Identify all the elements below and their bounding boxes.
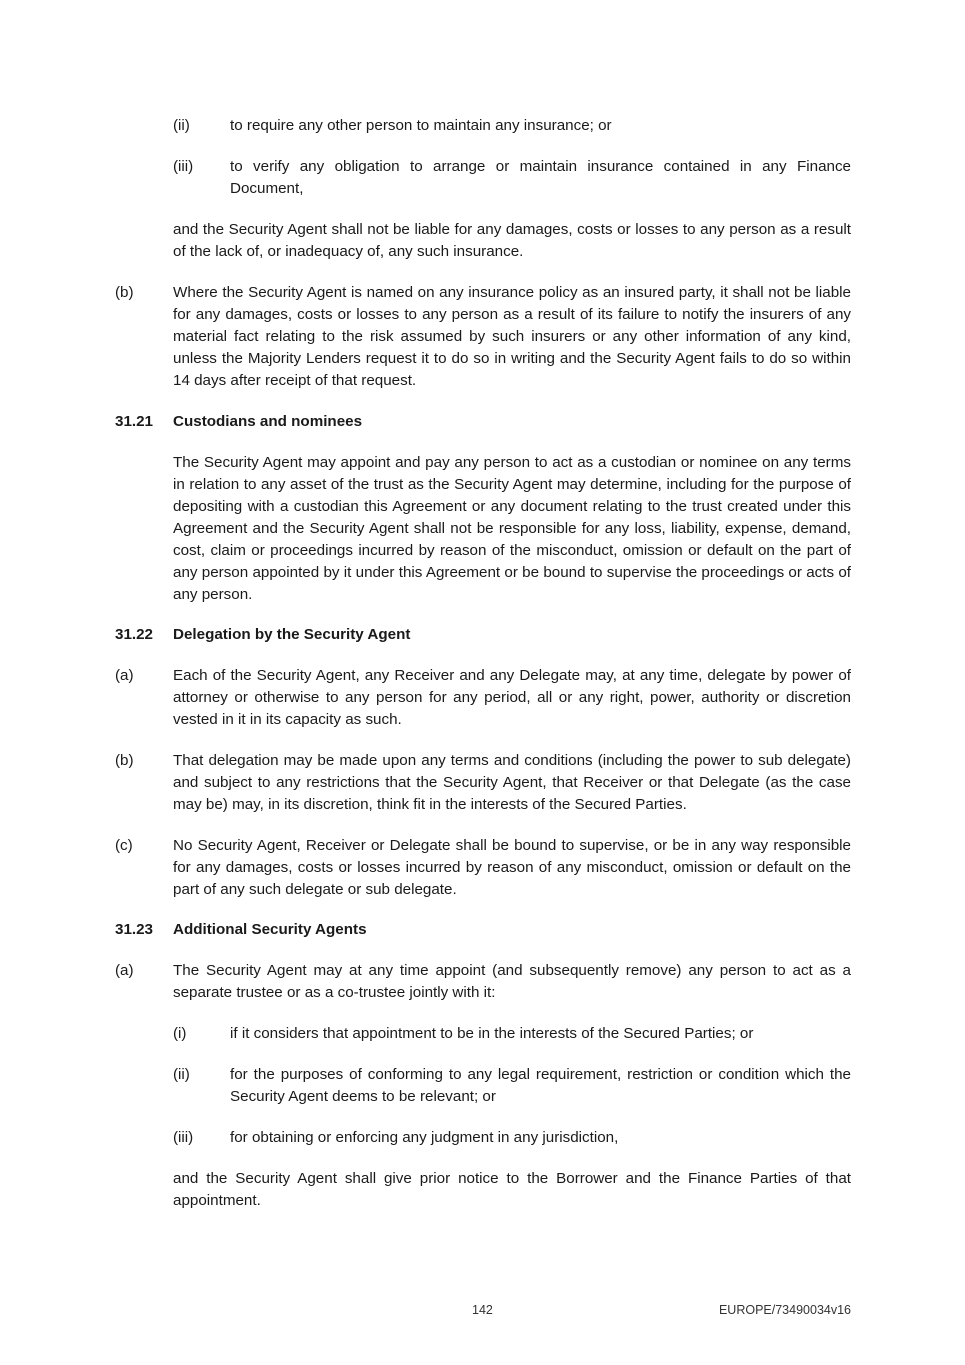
- insurance-tail-paragraph: and the Security Agent shall not be liable for any damages, costs or losses to any person as a result of the lack of, or inadequacy of, any such insurance.: [173, 221, 851, 260]
- item-label-ii: (ii): [173, 117, 190, 134]
- additional-text-a: The Security Agent may at any time appoint (and subsequently remove) any person to act as a separate trustee or as a co-trustee jointly with it:: [173, 962, 851, 1001]
- section-number-31-22: 31.22: [115, 626, 154, 643]
- section-title-31-22: Delegation by the Security Agent: [173, 626, 411, 643]
- section-title-31-23: Additional Security Agents: [173, 921, 367, 938]
- additional-text-i: if it considers that appointment to be in the interests of the Secured Parties; or: [230, 1025, 754, 1042]
- delegation-text-a: Each of the Security Agent, any Receiver and any Delegate may, at any time, delegate by power of attorney or otherwise to any person for any period, all or any right, power, authority or discretion vested in it in its capacity as such.: [173, 667, 851, 728]
- para-label-b: (b): [115, 284, 134, 301]
- additional-label-iii: (iii): [173, 1129, 194, 1146]
- delegation-label-c: (c): [115, 837, 133, 854]
- delegation-label-b: (b): [115, 752, 134, 769]
- additional-label-i: (i): [173, 1025, 187, 1042]
- para-text-b: Where the Security Agent is named on any insurance policy as an insured party, it shall not be liable for any damages, costs or losses to any person as a result of its failure to notify the insurers of any material fact relating to the risk assumed by such insurers or any other information of any kind, unless the Majority Lenders request it to do so in writing and the Security Agent fails to do so within 14 days after receipt of that request.: [173, 284, 851, 389]
- section-number-31-21: 31.21: [115, 413, 154, 430]
- section-number-31-23: 31.23: [115, 921, 154, 938]
- item-text-iii: to verify any obligation to arrange or maintain insurance contained in any Finance Document,: [230, 158, 851, 197]
- additional-text-ii: for the purposes of conforming to any legal requirement, restriction or condition which the Security Agent deems to be relevant; or: [230, 1066, 851, 1105]
- item-label-iii: (iii): [173, 158, 194, 175]
- section-title-31-21: Custodians and nominees: [173, 413, 363, 430]
- delegation-text-c: No Security Agent, Receiver or Delegate shall be bound to supervise, or be in any way responsible for any damages, costs or losses incurred by reason of any misconduct, omission or default on the part of any such delegate or sub delegate.: [173, 837, 851, 898]
- additional-tail-paragraph: and the Security Agent shall give prior notice to the Borrower and the Finance Parties of that appointment.: [173, 1170, 851, 1209]
- page-number: 142: [472, 1303, 493, 1317]
- delegation-label-a: (a): [115, 667, 134, 684]
- additional-text-iii: for obtaining or enforcing any judgment in any jurisdiction,: [230, 1129, 619, 1146]
- document-reference: EUROPE/73490034v16: [718, 1303, 851, 1317]
- additional-label-a: (a): [115, 962, 134, 979]
- item-text-ii: to require any other person to maintain any insurance; or: [230, 117, 612, 134]
- section-body-31-21: The Security Agent may appoint and pay any person to act as a custodian or nominee on any terms in relation to any asset of the trust as the Security Agent may determine, including for the purpose of depositing with a custodian this Agreement or any document relating to the trust created under this Agreement and the Security Agent shall not be responsible for any loss, liability, expense, demand, cost, claim or proceedings incurred by reason of the misconduct, omission or default on the part of any person appointed by it under this Agreement or be bound to supervise the proceedings or acts of any person.: [173, 454, 851, 603]
- delegation-text-b: That delegation may be made upon any terms and conditions (including the power to sub delegate) and subject to any restrictions that the Security Agent, that Receiver or that Delegate (as the case may be) may, in its discretion, think fit in the interests of the Secured Parties.: [173, 752, 851, 813]
- additional-label-ii: (ii): [173, 1066, 190, 1083]
